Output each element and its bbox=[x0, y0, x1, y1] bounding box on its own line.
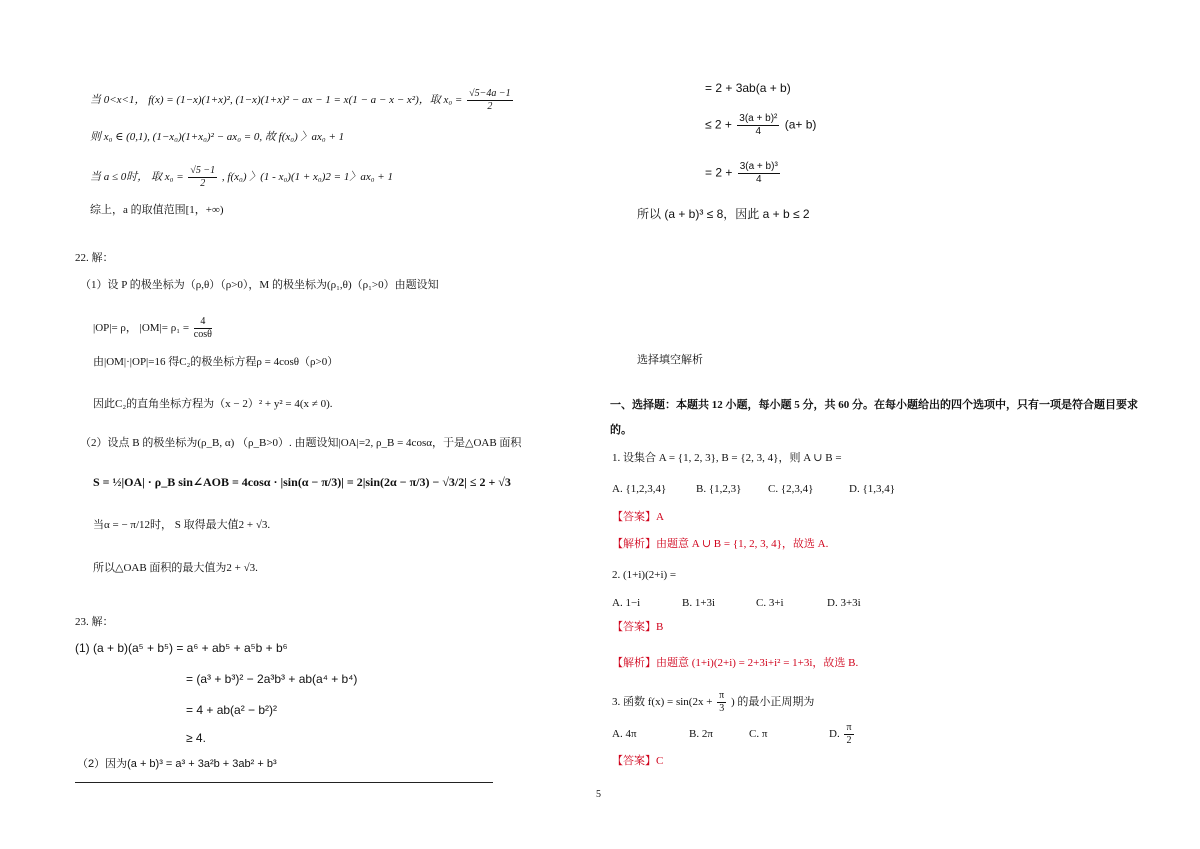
q22-area-formula: S = ½|OA| · ρ_B sin∠AOB = 4cosα · |sin(α − π/3)| = 2|sin(2α − π/3) − √3/2| ≤ 2 + √3 bbox=[93, 475, 511, 489]
q22-om-denominator: cosθ bbox=[193, 329, 212, 340]
q3-option-d-numerator: π bbox=[846, 722, 852, 733]
left-line-2: 则 x₀ ∈ (0,1), (1−x₀)(1+x₀)² − ax₀ = 0, 故 f(x₀) 〉ax₀ + 1 bbox=[90, 131, 345, 143]
left-line-3-post: , f(x₀) 〉(1 - x₀)(1 + x₀)2 = 1〉ax₀ + 1 bbox=[221, 171, 393, 184]
left-line-3-fraction bbox=[188, 165, 217, 190]
q23-part1-line2: = (a³ + b³)² − 2a³b³ + ab(a⁴ + b⁴) bbox=[186, 672, 358, 686]
q23-part1-line3: = 4 + ab(a² − b²)² bbox=[186, 703, 278, 717]
q23-part2-line1: （2）因为(a + b)³ = a³ + 3a²b + 3ab² + b³ bbox=[77, 758, 277, 770]
q23-right-line2-pre: ≤ 2 + bbox=[705, 117, 732, 132]
q2-option-d: D. 3+3i bbox=[827, 597, 861, 609]
question-3 bbox=[612, 690, 814, 715]
question-3-numerator: π bbox=[719, 690, 725, 701]
q23-right-line2-fraction bbox=[737, 113, 779, 138]
q23-right-line2-post: (a+ b) bbox=[784, 117, 817, 132]
q3-option-d-fraction bbox=[844, 722, 853, 747]
q22-part2: （2）设点 B 的极坐标为(ρ_B, α) （ρ_B>0）. 由题设知|OA|=2, ρ_B = 4cosα，于是△OAB 面积 bbox=[80, 437, 522, 449]
q2-option-c: C. 3+i bbox=[756, 597, 784, 609]
left-line-1-text: 当 0<x<1， f(x) = (1−x)(1+x)², (1−x)(1+x)² − ax − 1 = x(1 − a − x − x²)，取 x₀ = bbox=[90, 94, 463, 107]
q23-right-line3 bbox=[705, 161, 782, 186]
q23-right-line3-fraction bbox=[738, 161, 780, 186]
q22-part1: （1）设 P 的极坐标为（ρ,θ）（ρ>0），M 的极坐标为(ρ₁,θ)（ρ₁>0）由题设知 bbox=[80, 279, 439, 291]
x0-fraction-denominator: 2 bbox=[487, 101, 493, 112]
question-2: 2. (1+i)(2+i) = bbox=[612, 569, 677, 581]
left-line-3-denominator: 2 bbox=[200, 178, 206, 189]
section-heading: 选择填空解析 bbox=[637, 354, 703, 366]
q3-option-b: B. 2π bbox=[689, 728, 713, 740]
left-line-4: 综上，a 的取值范围[1，+∞) bbox=[90, 204, 224, 216]
footer-rule bbox=[75, 782, 493, 783]
q23-part1-line4: ≥ 4. bbox=[186, 731, 206, 745]
q2-explanation: 【解析】由题意 (1+i)(2+i) = 2+3i+i² = 1+3i，故选 B. bbox=[612, 657, 859, 669]
section1-instructions: 一、选择题：本题共 12 小题，每小题 5 分，共 60 分。在每小题给出的四个选项中，只有一项是符合题目要求 bbox=[610, 399, 1138, 411]
q22-max-condition: 当α = − π/12时， S 取得最大值2 + √3. bbox=[93, 519, 271, 531]
q22-title: 22. 解： bbox=[75, 252, 114, 264]
q3-option-d bbox=[829, 722, 856, 747]
q23-right-line3-pre: = 2 + bbox=[705, 165, 733, 180]
q1-option-d: D. {1,3,4} bbox=[849, 483, 896, 495]
q23-title: 23. 解： bbox=[75, 616, 114, 628]
x0-fraction bbox=[467, 88, 512, 113]
q2-option-b: B. 1+3i bbox=[682, 597, 716, 609]
q1-answer: 【答案】A bbox=[612, 511, 664, 523]
q1-option-a: A. {1,2,3,4} bbox=[612, 483, 667, 495]
q22-op-line-text: |OP|= ρ， |OM|= ρ₁ = bbox=[93, 322, 190, 335]
section1-instructions-cont: 的。 bbox=[610, 424, 632, 436]
q22-om-numerator: 4 bbox=[194, 316, 212, 329]
question-1: 1. 设集合 A = {1, 2, 3}, B = {2, 3, 4}，则 A ∪ B = bbox=[612, 452, 842, 464]
left-line-3-numerator: √5 −1 bbox=[190, 165, 216, 176]
question-3-post: ) 的最小正周期为 bbox=[730, 696, 815, 709]
q22-om-fraction bbox=[194, 316, 212, 341]
q23-right-line2-numerator: 3(a + b)² bbox=[739, 113, 778, 124]
left-line-3-pre: 当 a ≤ 0时， 取 x₀ = bbox=[90, 171, 184, 184]
question-3-denominator: 3 bbox=[719, 703, 725, 714]
q3-option-c: C. π bbox=[749, 728, 768, 740]
q22-cartesian-equation: 因此C₂的直角坐标方程为（x − 2）² + y² = 4(x ≠ 0). bbox=[93, 398, 333, 410]
q22-polar-equation: 由|OM|·|OP|=16 得C₂的极坐标方程ρ = 4cosθ（ρ>0） bbox=[93, 356, 339, 368]
q1-option-b: B. {1,2,3} bbox=[696, 483, 742, 495]
q23-right-line1: = 2 + 3ab(a + b) bbox=[705, 81, 791, 95]
q23-right-conclusion: 所以 (a + b)³ ≤ 8，因此 a + b ≤ 2 bbox=[637, 207, 810, 221]
q23-right-line2 bbox=[705, 113, 816, 138]
q3-answer: 【答案】C bbox=[612, 755, 664, 767]
page-number: 5 bbox=[596, 789, 601, 800]
q23-right-line3-numerator: 3(a + b)³ bbox=[739, 161, 778, 172]
q23-right-line3-denominator: 4 bbox=[755, 174, 762, 185]
q2-answer: 【答案】B bbox=[612, 621, 664, 633]
question-3-fraction bbox=[717, 690, 726, 715]
q23-right-line2-denominator: 4 bbox=[755, 126, 762, 137]
q1-explanation: 【解析】由题意 A ∪ B = {1, 2, 3, 4}，故选 A. bbox=[612, 538, 829, 550]
left-line-3 bbox=[90, 165, 393, 190]
x0-fraction-numerator: √5−4a −1 bbox=[469, 88, 511, 99]
q1-option-c: C. {2,3,4} bbox=[768, 483, 814, 495]
question-3-pre: 3. 函数 f(x) = sin(2x + bbox=[612, 696, 713, 709]
q3-option-a: A. 4π bbox=[612, 728, 637, 740]
q22-op-line bbox=[93, 316, 214, 341]
q3-option-d-label: D. bbox=[829, 728, 840, 741]
q3-option-d-denominator: 2 bbox=[846, 735, 852, 746]
left-line-1 bbox=[90, 88, 515, 113]
q22-conclusion: 所以△OAB 面积的最大值为2 + √3. bbox=[93, 562, 258, 574]
q23-part1-line1: (1) (a + b)(a⁵ + b⁵) = a⁶ + ab⁵ + a⁵b + b⁶ bbox=[75, 641, 288, 655]
q2-option-a: A. 1−i bbox=[612, 597, 641, 609]
